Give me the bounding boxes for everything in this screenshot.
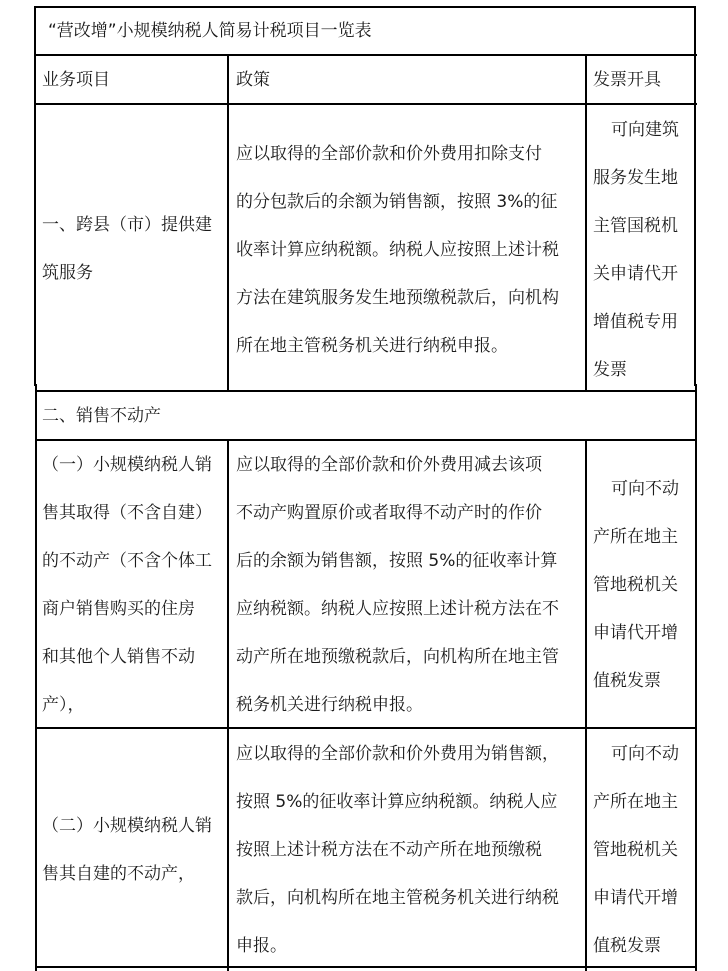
row1-policy-line: 收率计算应纳税额。纳税人应按照上述计税 [236, 240, 559, 260]
table-border-right [695, 384, 697, 971]
row1-invoice-line: 主管国税机 [593, 216, 678, 236]
s2-row1-invoice-line: 可向不动 [611, 479, 679, 499]
row1-policy-line: 的分包款后的余额为销售额，按照 3%的征 [236, 192, 558, 212]
s2-row1-policy-line: 后的余额为销售额，按照 5%的征收率计算 [236, 551, 558, 571]
s2-row2-policy [236, 730, 582, 970]
s2-row2-invoice-line: 产所在地主 [593, 792, 678, 812]
s2-row1-policy-line: 应纳税额。纳税人应按照上述计税方法在不 [236, 599, 559, 619]
row-divider [35, 103, 697, 105]
column-divider [227, 439, 229, 971]
s2-row2-policy-line: 款后，向机构所在地主管税务机关进行纳税 [236, 888, 559, 908]
s2-row1-item [42, 441, 226, 729]
s2-row2-item-line: （二）小规模纳税人销 [42, 816, 212, 836]
row1-item-line: 筑服务 [42, 263, 93, 283]
table-border-left [34, 6, 36, 386]
row1-invoice-line: 增值税专用 [593, 312, 678, 332]
s2-row1-invoice [593, 465, 693, 705]
column-header-invoice: 发票开具 [593, 70, 661, 90]
s2-row1-item-line: 售其取得（不含自建） [42, 503, 212, 523]
row1-policy-line: 应以取得的全部价款和价外费用扣除支付 [236, 144, 542, 164]
s2-row1-policy-line: 税务机关进行纳税申报。 [236, 695, 423, 715]
s2-row1-item-line: 的不动产（不含个体工 [42, 551, 212, 571]
s2-row2-item-line: 售其自建的不动产， [42, 864, 195, 884]
s2-row1-item-line: （一）小规模纳税人销 [42, 455, 212, 475]
row1-invoice-line: 可向建筑 [611, 120, 679, 140]
column-header-policy: 政策 [236, 70, 270, 90]
row1-policy-line: 所在地主管税务机关进行纳税申报。 [236, 336, 508, 356]
s2-row2-policy-line: 申报。 [236, 936, 287, 956]
section-header-real-estate: 二、销售不动产 [42, 406, 161, 426]
row1-invoice [593, 106, 693, 394]
row-divider [35, 390, 697, 392]
table-border-top [35, 6, 695, 8]
s2-row2-policy-line: 按照上述计税方法在不动产所在地预缴税 [236, 840, 542, 860]
s2-row1-item-line: 和其他个人销售不动 [42, 647, 195, 667]
column-divider [227, 54, 229, 391]
row1-item-line: 一、跨县（市）提供建 [42, 215, 212, 235]
column-header-item: 业务项目 [42, 70, 110, 90]
row1-invoice-line: 关申请代开 [593, 264, 678, 284]
row1-policy [236, 130, 582, 370]
column-divider [585, 54, 587, 391]
column-divider [585, 439, 587, 971]
s2-row2-invoice [593, 730, 693, 970]
row1-item [42, 201, 226, 297]
s2-row1-policy-line: 应以取得的全部价款和价外费用减去该项 [236, 455, 542, 475]
row-divider [35, 439, 697, 441]
s2-row2-policy-line: 按照 5%的征收率计算应纳税额。纳税人应 [236, 792, 558, 812]
row1-invoice-line: 发票 [593, 360, 627, 380]
s2-row2-invoice-line: 值税发票 [593, 936, 661, 956]
row1-policy-line: 方法在建筑服务发生地预缴税款后，向机构 [236, 288, 559, 308]
s2-row1-policy-line: 不动产购置原价或者取得不动产时的作价 [236, 503, 542, 523]
s2-row1-invoice-line: 管地税机关 [593, 575, 678, 595]
row-divider [35, 966, 697, 968]
row-divider [35, 54, 697, 56]
s2-row1-invoice-line: 产所在地主 [593, 527, 678, 547]
s2-row1-invoice-line: 值税发票 [593, 671, 661, 691]
table-border-right [694, 6, 696, 386]
s2-row2-item [42, 802, 226, 898]
s2-row2-policy-line: 应以取得的全部价款和价外费用为销售额， [236, 744, 559, 764]
s2-row1-item-line: 产）， [42, 695, 85, 715]
s2-row1-policy [236, 441, 582, 729]
table-border-left [35, 384, 37, 971]
table-title: “营改增”小规模纳税人简易计税项目一览表 [48, 21, 372, 41]
row-divider [35, 727, 697, 729]
s2-row1-invoice-line: 申请代开增 [593, 623, 678, 643]
s2-row2-invoice-line: 申请代开增 [593, 888, 678, 908]
s2-row2-invoice-line: 可向不动 [611, 744, 679, 764]
s2-row1-item-line: 商户销售购买的住房 [42, 599, 195, 619]
row1-invoice-line: 服务发生地 [593, 168, 678, 188]
s2-row2-invoice-line: 管地税机关 [593, 840, 678, 860]
s2-row1-policy-line: 动产所在地预缴税款后，向机构所在地主管 [236, 647, 559, 667]
